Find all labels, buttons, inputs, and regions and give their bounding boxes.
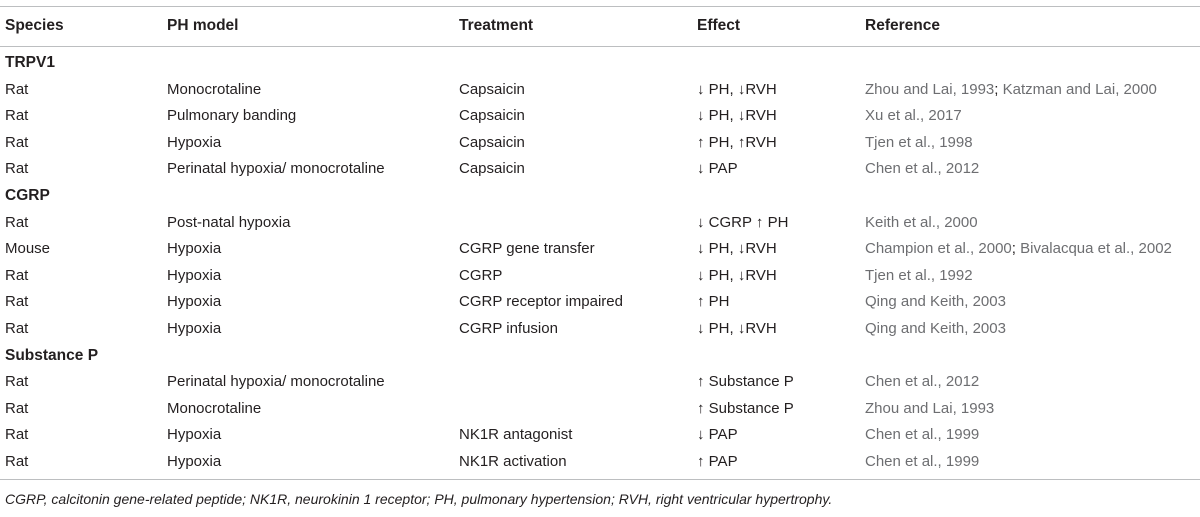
reference-cell [865,449,979,476]
reference-citation: Zhou and Lai, 1993 [865,80,995,98]
treatment-cell: Capsaicin [459,80,525,98]
species-cell: Rat [5,426,29,444]
reference-cell [865,316,1006,343]
table-footnote: CGRP, calcitonin gene-related peptide; NK1R, neurokinin 1 receptor; PH, pulmonary hypertension; RVH, right ventricular hypertrophy. [5,491,833,507]
reference-citation: Bivalacqua et al., 2002 [1020,240,1172,258]
ph-model-cell: Hypoxia [167,266,222,284]
reference-cell [865,263,973,290]
treatment-cell: NK1R activation [459,453,567,470]
table-row [0,316,1200,343]
reference-citation: Chen et al., 2012 [865,160,980,178]
treatment-cell: Capsaicin [459,133,525,151]
group-header-row [0,183,1200,210]
treatment-cell: NK1R antagonist [459,426,573,444]
effect-cell: ↓ PH, ↓RVH [697,107,777,125]
table-row [0,289,1200,316]
species-cell: Rat [5,266,29,284]
reference-citation: Chen et al., 2012 [865,373,980,391]
ph-model-cell: Hypoxia [167,426,222,444]
reference-cell [865,369,979,396]
treatment-cell: CGRP gene transfer [459,240,595,258]
reference-citation: Xu et al., 2017 [865,107,962,125]
table-row [0,449,1200,476]
treatment-cell: CGRP receptor impaired [459,293,623,311]
treatment-cell: CGRP infusion [459,320,558,337]
ph-model-cell: Hypoxia [167,240,222,258]
effect-cell: ↑ Substance P [697,399,794,417]
table-row [0,156,1200,183]
table-header-row [0,3,1200,49]
ph-model-cell: Hypoxia [167,453,222,470]
ph-model-cell: Post-natal hypoxia [167,213,291,231]
table-row [0,263,1200,290]
species-cell: Rat [5,160,29,178]
reference-citation: Chen et al., 1999 [865,426,980,444]
header-treatment: Treatment [459,17,534,34]
header-reference: Reference [865,17,940,34]
ph-model-cell: Monocrotaline [167,80,262,98]
reference-citation: Katzman and Lai, 2000 [1002,80,1157,98]
ph-model-cell: Perinatal hypoxia/ monocrotaline [167,160,385,178]
effect-cell: ↓ PH, ↓RVH [697,320,777,337]
reference-citation: Tjen et al., 1992 [865,266,973,284]
effect-cell: ↑ PAP [697,453,738,470]
species-cell: Rat [5,133,29,151]
species-cell: Rat [5,213,29,231]
ph-model-cell: Hypoxia [167,133,222,151]
reference-cell [865,236,1172,263]
species-cell: Rat [5,399,29,417]
header-ph-model: PH model [167,17,239,34]
species-cell: Rat [5,453,29,470]
reference-citation: Zhou and Lai, 1993 [865,399,995,417]
effect-cell: ↑ Substance P [697,373,794,391]
table-row [0,103,1200,130]
header-species: Species [5,17,64,34]
treatment-cell: Capsaicin [459,160,525,178]
treatment-cell: CGRP [459,266,503,284]
ph-model-cell: Hypoxia [167,320,222,337]
species-cell: Rat [5,373,29,391]
reference-citation: Chen et al., 1999 [865,453,980,470]
header-rule [0,46,1200,47]
reference-citation: Tjen et al., 1998 [865,133,973,151]
ph-model-cell: Pulmonary banding [167,107,297,125]
header-effect: Effect [697,17,741,34]
table-row [0,77,1200,104]
reference-cell [865,103,962,130]
reference-cell [865,156,979,183]
reference-cell [865,396,994,423]
table-row [0,210,1200,237]
effect-cell: ↓ PH, ↓RVH [697,80,777,98]
group-header-row [0,50,1200,77]
table-row [0,369,1200,396]
ph-model-cell: Hypoxia [167,293,222,311]
reference-citation: Qing and Keith, 2003 [865,293,1006,311]
reference-separator: ; [1011,240,1021,258]
species-cell: Rat [5,293,29,311]
ph-model-cell: Perinatal hypoxia/ monocrotaline [167,373,385,391]
species-cell: Mouse [5,240,51,258]
reference-separator: ; [994,80,1003,98]
table-row [0,396,1200,423]
effect-cell: ↓ CGRP ↑ PH [697,213,789,231]
reference-cell [865,130,973,157]
table-row [0,236,1200,263]
reference-cell [865,210,978,237]
group-title: Substance P [5,346,99,364]
effect-cell: ↓ PAP [697,426,738,444]
effect-cell: ↓ PAP [697,160,738,178]
species-cell: Rat [5,80,29,98]
table-bottom-rule [0,479,1200,480]
effect-cell: ↓ PH, ↓RVH [697,266,777,284]
reference-cell [865,77,1157,104]
effect-cell: ↓ PH, ↓RVH [697,240,777,258]
species-cell: Rat [5,320,29,337]
ph-model-cell: Monocrotaline [167,399,262,417]
reference-citation: Keith et al., 2000 [865,213,978,231]
effect-cell: ↑ PH, ↑RVH [697,133,777,151]
group-header-row [0,343,1200,370]
species-cell: Rat [5,107,29,125]
group-title: TRPV1 [5,54,55,71]
reference-citation: Qing and Keith, 2003 [865,320,1006,337]
reference-citation: Champion et al., 2000 [865,240,1012,258]
table-row [0,422,1200,449]
reference-cell [865,289,1006,316]
effect-cell: ↑ PH [697,293,730,311]
group-title: CGRP [5,187,50,204]
treatment-cell: Capsaicin [459,107,525,125]
table-row [0,130,1200,157]
reference-cell [865,422,979,449]
